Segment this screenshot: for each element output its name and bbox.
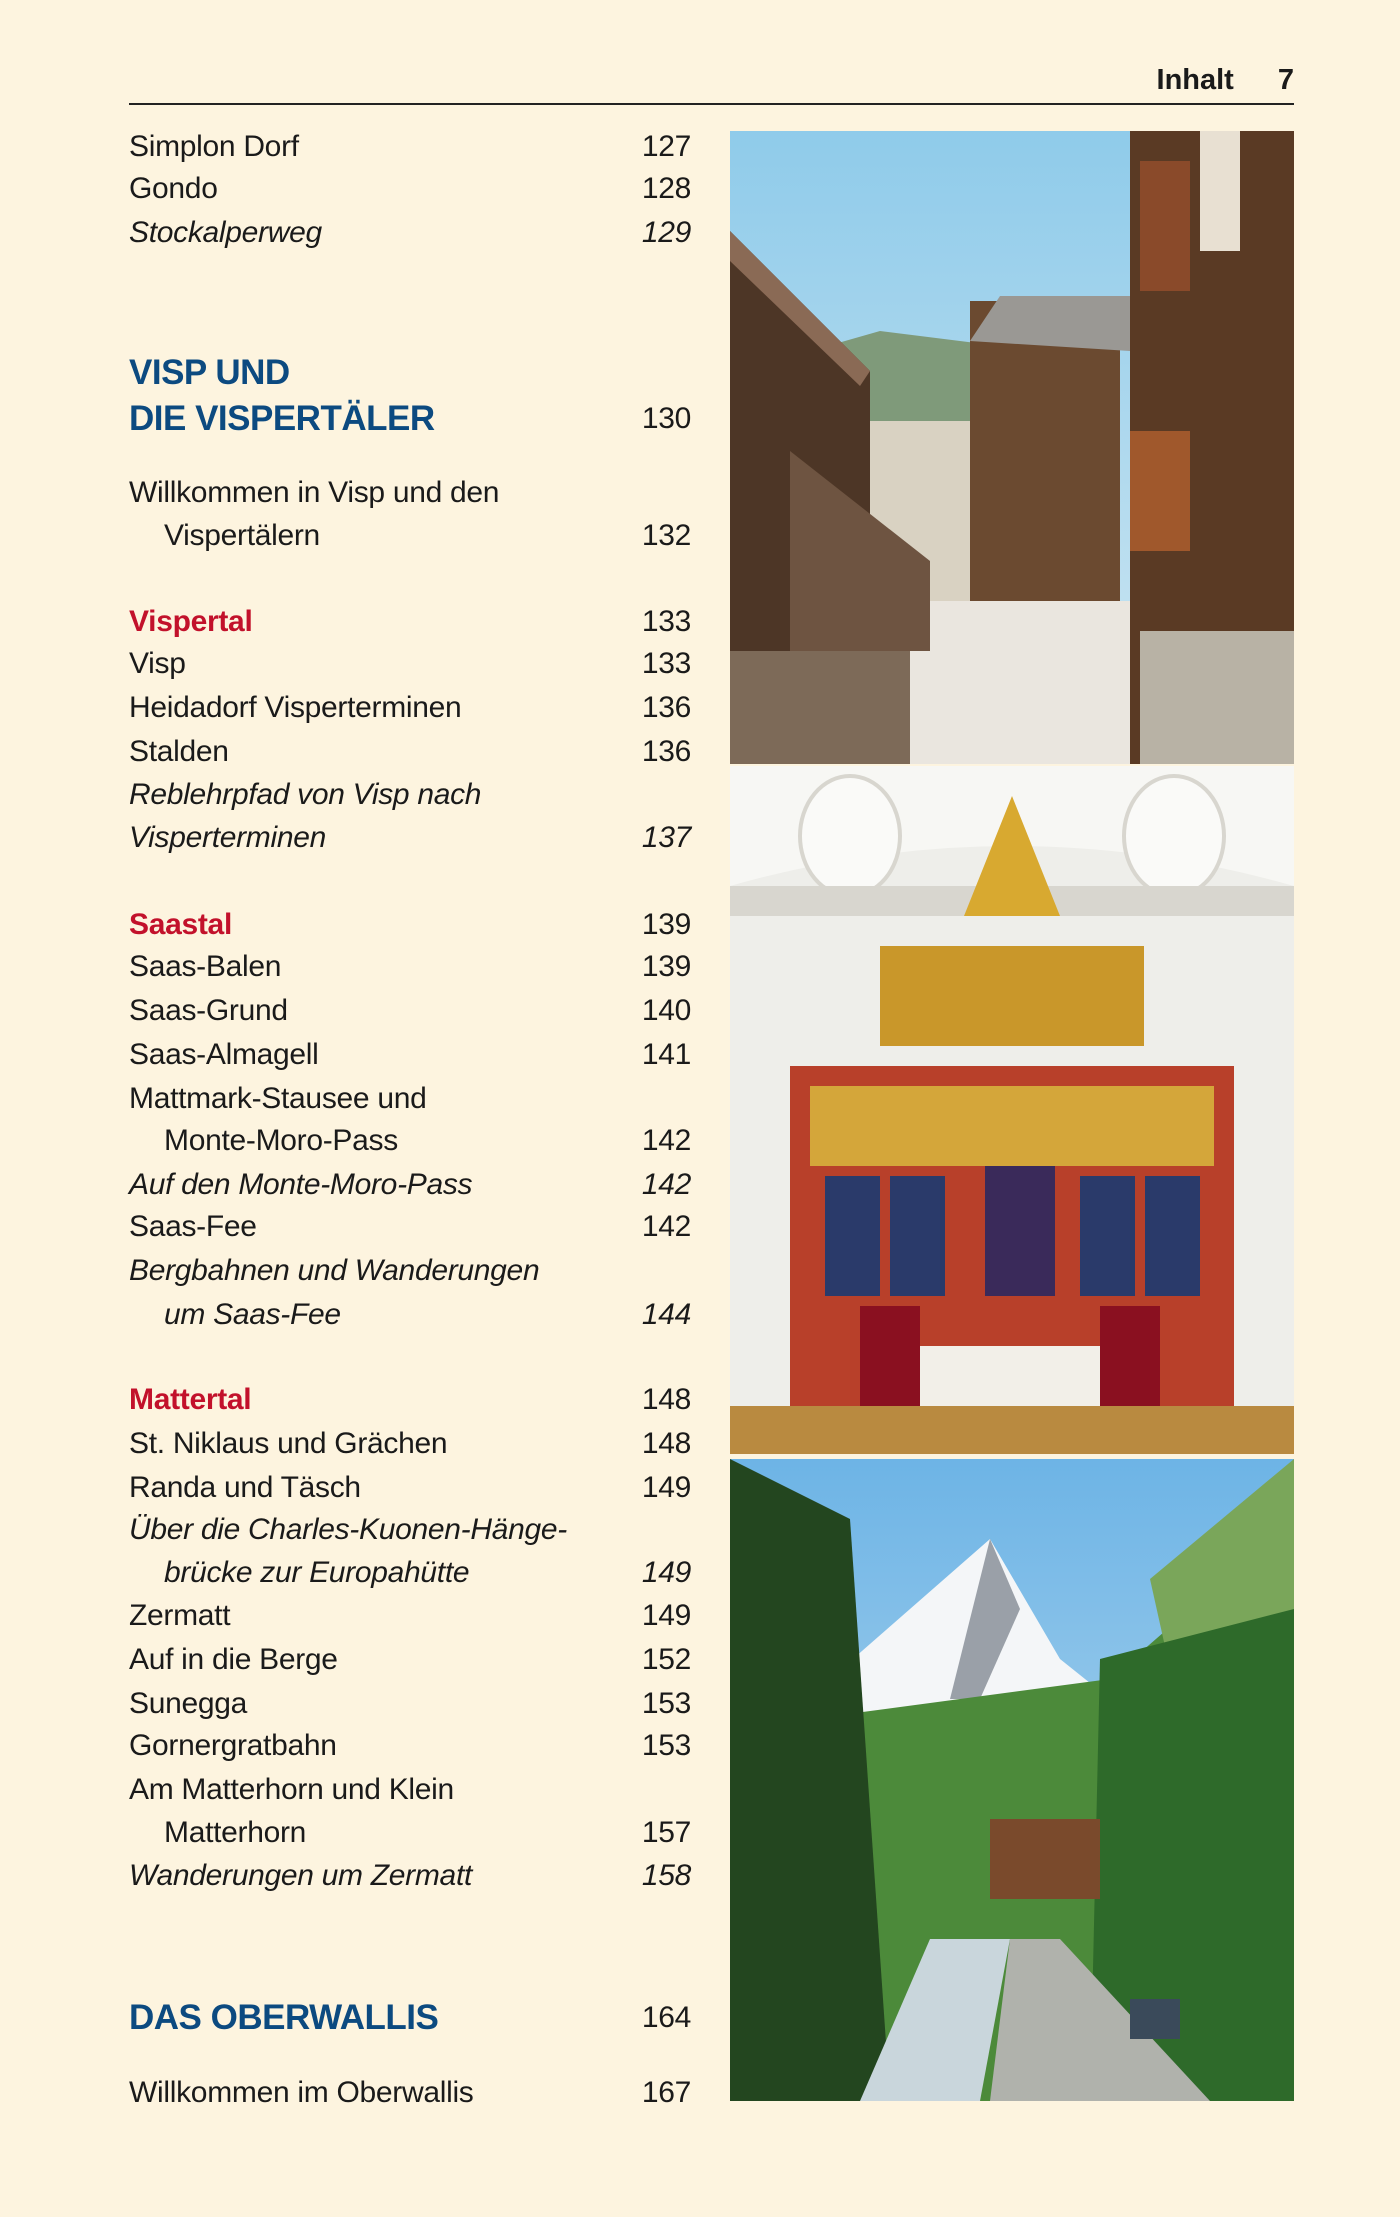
entry-page-number: 148 xyxy=(641,1383,691,1416)
entry-title: Saas-Balen xyxy=(129,950,282,983)
toc-entry xyxy=(129,1466,691,1510)
toc-entry xyxy=(129,1854,691,1898)
entry-page-number: 141 xyxy=(641,1038,691,1071)
toc-entry xyxy=(129,514,691,558)
toc-entry xyxy=(129,125,691,169)
entry-page-number: 148 xyxy=(641,1427,691,1460)
entry-page-number: 142 xyxy=(641,1210,691,1243)
entry-page-number: 128 xyxy=(641,172,691,205)
entry-page-number: 142 xyxy=(641,1168,691,1201)
entry-page-number: 149 xyxy=(641,1556,691,1589)
toc-entry xyxy=(129,1724,691,1768)
toc-entry xyxy=(129,1205,691,1249)
toc-chapter-heading xyxy=(129,351,691,395)
entry-page-number: 149 xyxy=(641,1471,691,1504)
toc-section-heading xyxy=(129,1378,691,1422)
entry-title: Saas-Fee xyxy=(129,1210,257,1243)
toc-entry xyxy=(129,471,691,515)
entry-title: VISP UND xyxy=(129,353,290,392)
toc-entry xyxy=(129,773,691,817)
entry-title: Auf in die Berge xyxy=(129,1643,338,1676)
toc-entry xyxy=(129,1682,691,1726)
entry-page-number: 136 xyxy=(641,735,691,768)
entry-page-number: 158 xyxy=(641,1859,691,1892)
running-header xyxy=(1157,64,1294,97)
toc-entry xyxy=(129,1768,691,1812)
toc-entry xyxy=(129,1077,691,1121)
entry-page-number: 140 xyxy=(641,994,691,1027)
toc-entry xyxy=(129,642,691,686)
toc-entry xyxy=(129,1594,691,1638)
toc-entry xyxy=(129,1811,691,1855)
toc-entry xyxy=(129,816,691,860)
toc-entry xyxy=(129,167,691,211)
toc-entry xyxy=(129,730,691,774)
toc-entry xyxy=(129,1033,691,1077)
entry-page-number: 139 xyxy=(641,908,691,941)
entry-title: Stockalperweg xyxy=(129,216,322,249)
entry-title: Auf den Monte-Moro-Pass xyxy=(129,1168,473,1201)
entry-page-number: 132 xyxy=(641,519,691,552)
entry-page-number: 142 xyxy=(641,1124,691,1157)
entry-title: Stalden xyxy=(129,735,229,768)
entry-page-number: 152 xyxy=(641,1643,691,1676)
entry-page-number: 127 xyxy=(641,130,691,163)
entry-title: Vispertal xyxy=(129,605,253,638)
entry-page-number: 133 xyxy=(641,647,691,680)
entry-page-number: 129 xyxy=(641,216,691,249)
entry-title: Am Matterhorn und Klein xyxy=(129,1773,454,1806)
entry-title: Wanderungen um Zermatt xyxy=(129,1859,473,1892)
entry-title: Saas-Grund xyxy=(129,994,288,1027)
entry-page-number: 153 xyxy=(641,1729,691,1762)
church-altar-photo xyxy=(730,766,1294,1454)
entry-page-number: 149 xyxy=(641,1599,691,1632)
toc-section-heading xyxy=(129,600,691,644)
entry-title: DAS OBERWALLIS xyxy=(129,1998,439,2037)
entry-title: Reblehrpfad von Visp nach xyxy=(129,778,482,811)
entry-title: Visp xyxy=(129,647,186,680)
toc-entry xyxy=(129,989,691,1033)
section-title: Inhalt xyxy=(1156,64,1234,96)
entry-title: Zermatt xyxy=(129,1599,231,1632)
entry-page-number: 153 xyxy=(641,1687,691,1720)
entry-page-number: 137 xyxy=(641,821,691,854)
entry-title: Sunegga xyxy=(129,1687,248,1720)
entry-title: Mattmark-Stausee und xyxy=(129,1082,427,1115)
entry-title: St. Niklaus und Grächen xyxy=(129,1427,448,1460)
toc-section-heading xyxy=(129,903,691,947)
matterhorn-zermatt-photo xyxy=(730,1459,1294,2101)
toc-entry xyxy=(129,1119,691,1163)
toc-chapter-heading xyxy=(129,397,691,441)
header-rule xyxy=(129,103,1294,105)
toc-entry xyxy=(129,2071,691,2115)
toc-entry xyxy=(129,1163,691,1207)
entry-title: Saas-Almagell xyxy=(129,1038,319,1071)
village-alley-photo xyxy=(730,131,1294,764)
entry-page-number: 164 xyxy=(641,2001,691,2034)
entry-title: Bergbahnen und Wanderungen xyxy=(129,1254,540,1287)
toc-entry xyxy=(129,686,691,730)
entry-title: Saastal xyxy=(129,908,232,941)
entry-title: Monte-Moro-Pass xyxy=(164,1124,398,1157)
toc-entry xyxy=(129,1551,691,1595)
entry-title: DIE VISPERTÄLER xyxy=(129,399,435,438)
entry-title: Willkommen im Oberwallis xyxy=(129,2076,474,2109)
entry-title: Gornergratbahn xyxy=(129,1729,337,1762)
toc-entry xyxy=(129,945,691,989)
entry-title: Vispertälern xyxy=(164,519,320,552)
entry-title: Heidadorf Visperterminen xyxy=(129,691,462,724)
toc-entry xyxy=(129,1422,691,1466)
entry-title: Willkommen in Visp und den xyxy=(129,476,500,509)
entry-title: Visperterminen xyxy=(129,821,327,854)
entry-title: Über die Charles-Kuonen-Hänge- xyxy=(129,1513,567,1546)
entry-page-number: 139 xyxy=(641,950,691,983)
toc-entry xyxy=(129,1638,691,1682)
entry-title: Mattertal xyxy=(129,1383,252,1416)
entry-page-number: 133 xyxy=(641,605,691,638)
entry-title: brücke zur Europahütte xyxy=(164,1556,470,1589)
entry-page-number: 130 xyxy=(641,402,691,435)
entry-page-number: 136 xyxy=(641,691,691,724)
toc-entry xyxy=(129,211,691,255)
entry-page-number: 144 xyxy=(641,1298,691,1331)
entry-page-number: 157 xyxy=(641,1816,691,1849)
entry-title: Gondo xyxy=(129,172,218,205)
toc-entry xyxy=(129,1249,691,1293)
entry-page-number: 167 xyxy=(641,2076,691,2109)
toc-entry xyxy=(129,1293,691,1337)
entry-title: um Saas-Fee xyxy=(164,1298,341,1331)
toc-entry xyxy=(129,1508,691,1552)
entry-title: Matterhorn xyxy=(164,1816,307,1849)
page-number: 7 xyxy=(1277,64,1294,96)
entry-title: Randa und Täsch xyxy=(129,1471,361,1504)
entry-title: Simplon Dorf xyxy=(129,130,299,163)
toc-chapter-heading xyxy=(129,1996,691,2040)
